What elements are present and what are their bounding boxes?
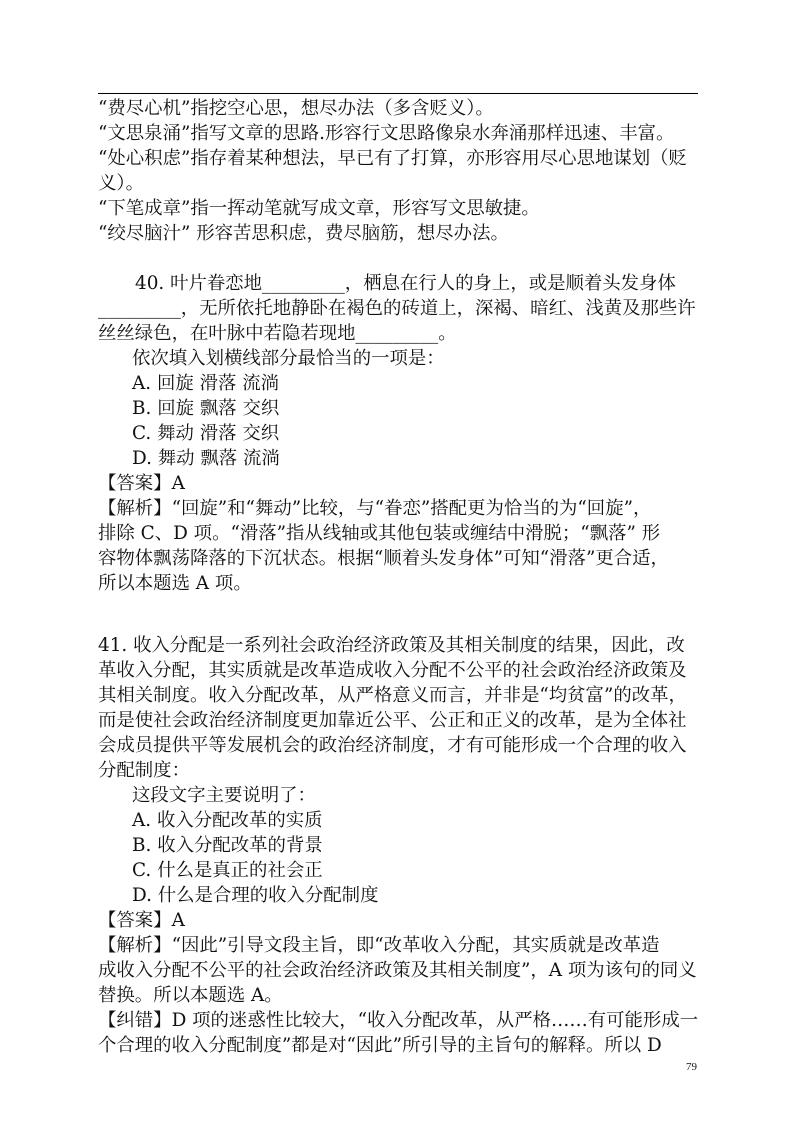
header-rule: [98, 93, 698, 94]
idiom-note: “处心积虑”指存着某种想法，早已有了打算，亦形容用尽心思地谋划（贬: [98, 148, 687, 169]
question-prompt: 这段文字主要说明了：: [132, 785, 316, 806]
answer-line: 【答案】A: [98, 473, 185, 494]
page-content: [98, 96, 704, 1058]
correction-line: 【纠错】D 项的迷惑性比较大，“收入分配改革，从严格……有可能形成一: [98, 1010, 699, 1031]
option-d: D. 什么是合理的收入分配制度: [132, 885, 379, 906]
idiom-note: “费尽心机”指挖空心思，想尽办法（多含贬义）。: [98, 98, 494, 119]
analysis-line: 【解析】“因此”引导文段主旨，即“改革收入分配，其实质就是改革造: [98, 935, 660, 956]
spacer: [98, 596, 704, 633]
question-stem: 革收入分配，其实质就是改革造成收入分配不公平的社会政治经济政策及: [98, 660, 687, 681]
question-stem: 40. 叶片眷恋地_________，栖息在行人的身上，或是顺着头发身体: [135, 273, 676, 294]
spacer: [98, 246, 704, 271]
idiom-note: “文思泉涌”指写文章的思路.形容行文思路像泉水奔涌那样迅速、丰富。: [98, 123, 675, 144]
idiom-note: “下笔成章”指一挥动笔就写成文章，形容写文思敏捷。: [98, 198, 540, 219]
question-prompt: 依次填入划横线部分最恰当的一项是：: [132, 348, 445, 369]
analysis-line: 排除 C、D 项。“滑落”指从线轴或其他包装或缠结中滑脱；“飘落” 形: [98, 523, 661, 544]
question-stem: 分配制度：: [98, 760, 190, 781]
option-a: A. 收入分配改革的实质: [132, 810, 323, 831]
option-c: C. 舞动 滑落 交织: [132, 423, 280, 444]
analysis-line: 【解析】“回旋”和“舞动”比较，与“眷恋”搭配更为恰当的为“回旋”，: [98, 498, 652, 519]
answer-line: 【答案】A: [98, 910, 185, 931]
analysis-line: 容物体飘荡降落的下沉状态。根据“顺着头发身体”可知“滑落”更合适，: [98, 548, 669, 569]
question-stem: 丝丝绿色，在叶脉中若隐若现地_________。: [98, 323, 457, 344]
question-40: [98, 271, 704, 596]
analysis-line: 替换。所以本题选 A。: [98, 985, 283, 1006]
question-41: [98, 633, 704, 1058]
option-b: B. 回旋 飘落 交织: [132, 398, 280, 419]
page-number: 79: [686, 1061, 697, 1073]
question-stem: _________，无所依托地静卧在褐色的砖道上，深褐、暗红、浅黄及那些许: [98, 298, 696, 319]
correction-line: 个合理的收入分配制度”都是对“因此”所引导的主旨句的解释。所以 D: [98, 1035, 662, 1056]
option-c: C. 什么是真正的社会正: [132, 860, 323, 881]
question-stem: 其相关制度。收入分配改革，从严格意义而言，并非是“均贫富”的改革，: [98, 685, 687, 706]
question-stem: 会成员提供平等发展机会的政治经济制度，才有可能形成一个合理的收入: [98, 735, 687, 756]
idiom-notes: [98, 96, 704, 246]
question-stem: 41. 收入分配是一系列社会政治经济政策及其相关制度的结果，因此，改: [98, 635, 685, 656]
option-a: A. 回旋 滑落 流淌: [132, 373, 280, 394]
analysis-line: 所以本题选 A 项。: [98, 573, 252, 594]
option-b: B. 收入分配改革的背景: [132, 835, 323, 856]
idiom-note: 义）。: [98, 173, 144, 194]
option-d: D. 舞动 飘落 流淌: [132, 448, 280, 469]
analysis-line: 成收入分配不公平的社会政治经济政策及其相关制度”，A 项为该句的同义: [98, 960, 697, 981]
question-stem: 而是使社会政治经济制度更加靠近公平、公正和正义的改革，是为全体社: [98, 710, 687, 731]
idiom-note: “绞尽脑汁” 形容苦思积虑，费尽脑筋，想尽办法。: [98, 223, 509, 244]
